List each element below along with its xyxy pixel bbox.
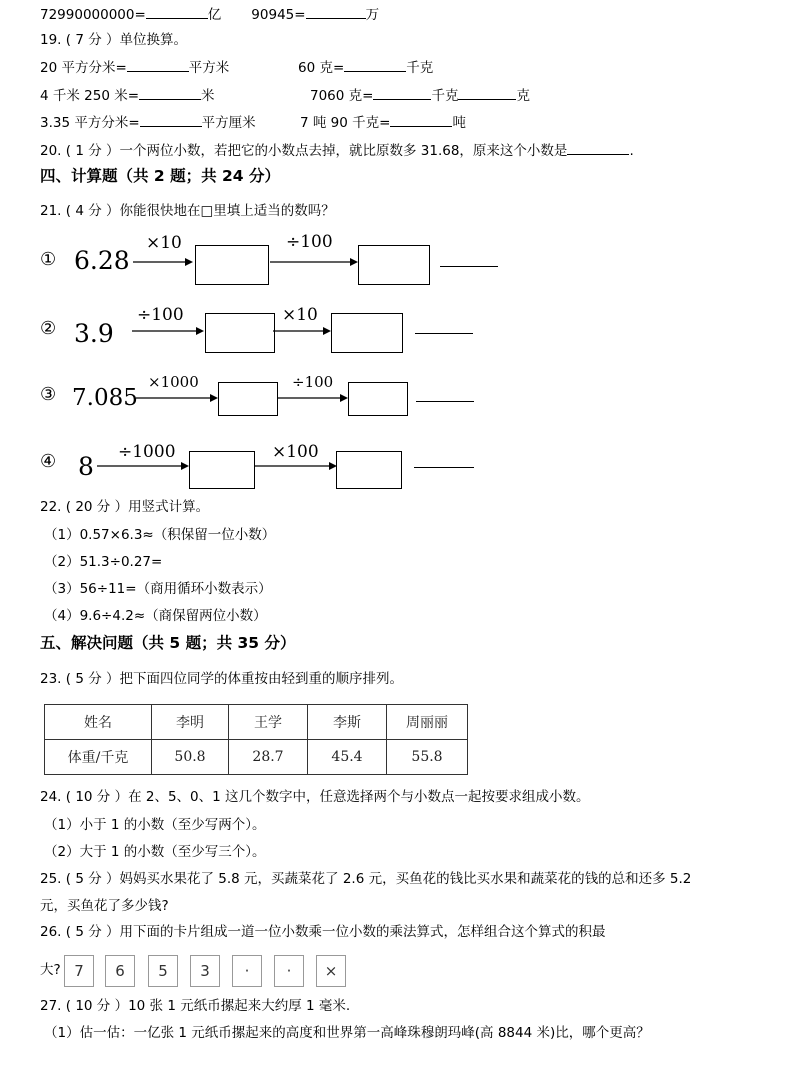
answer-line[interactable] <box>414 467 474 468</box>
answer-blank[interactable] <box>567 140 629 155</box>
q25-line-2: 元，买鱼花了多少钱? <box>40 898 169 914</box>
q20-question <box>40 140 634 161</box>
text: 20 平方分米= <box>40 60 127 76</box>
arrow-icon <box>97 461 189 471</box>
text: 克 <box>516 88 530 104</box>
q19-row-2b <box>310 85 530 106</box>
answer-line[interactable] <box>416 401 474 402</box>
text: 亿 <box>207 7 222 23</box>
text: 吨 <box>452 115 466 131</box>
table-cell: 28.7 <box>229 740 308 775</box>
q19-row-3b <box>300 112 466 133</box>
number-card: 3 <box>190 955 220 987</box>
row-marker: ④ <box>40 451 57 472</box>
q26-line-2: 大? <box>40 962 61 978</box>
text: 千克 <box>406 60 434 76</box>
section-heading-4: 四、计算题（共 2 题；共 24 分） <box>40 167 280 185</box>
answer-line[interactable] <box>440 266 498 267</box>
q19-row-1b <box>298 57 433 78</box>
text: 3.35 平方分米= <box>40 115 140 131</box>
table-row <box>45 740 468 775</box>
text: 60 克= <box>298 60 345 76</box>
q22-item-3: （3）56÷11=（商用循环小数表示） <box>44 581 272 597</box>
text: 72990000000= <box>40 7 146 23</box>
answer-box[interactable] <box>205 313 275 353</box>
table-row <box>45 705 468 740</box>
text: 7 吨 90 千克= <box>300 115 391 131</box>
arrow-icon <box>270 257 358 267</box>
answer-box[interactable] <box>336 451 402 489</box>
q25-line-1: 25. ( 5 分 ）妈妈买水果花了 5.8 元，买蔬菜花了 2.6 元，买鱼花的钱比买水果和蔬菜花的钱的总和还多 5.2 <box>40 871 692 887</box>
answer-box[interactable] <box>218 382 278 416</box>
answer-box[interactable] <box>348 382 408 416</box>
q22-item-4: （4）9.6÷4.2≈（商保留两位小数） <box>44 608 267 624</box>
answer-box[interactable] <box>189 451 255 489</box>
q24-item-2: （2）大于 1 的小数（至少写三个）。 <box>44 844 266 860</box>
answer-blank[interactable] <box>390 112 452 127</box>
operation-label: ÷100 <box>137 305 184 325</box>
weight-table <box>44 704 468 775</box>
table-cell: 王学 <box>229 705 308 740</box>
decimal-point-card: · <box>274 955 304 987</box>
answer-blank[interactable] <box>139 85 201 100</box>
arrow-icon <box>255 461 337 471</box>
start-number: 8 <box>78 452 94 481</box>
arrow-icon <box>132 326 204 336</box>
text: 90945= <box>251 7 306 23</box>
operation-label: ×100 <box>272 442 319 462</box>
arrow-icon <box>278 393 348 403</box>
operation-label: ×1000 <box>148 373 199 391</box>
q22-item-1: （1）0.57×6.3≈（积保留一位小数） <box>44 527 276 543</box>
q27-item-1: （1）估一估：一亿张 1 元纸币摞起来的高度和世界第一高峰珠穆朗玛峰(高 8844 米)比，哪个更高？ <box>44 1025 650 1041</box>
start-number: 3.9 <box>74 319 114 348</box>
operation-label: ×10 <box>282 305 318 325</box>
answer-line[interactable] <box>415 333 473 334</box>
table-cell: 50.8 <box>152 740 229 775</box>
q24-heading: 24. ( 10 分 ）在 2、5、0、1 这几个数字中，任意选择两个与小数点一起按要求组成小数。 <box>40 789 590 805</box>
answer-blank[interactable] <box>146 4 208 19</box>
q22-heading: 22. ( 20 分 ）用竖式计算。 <box>40 499 210 515</box>
text: 米 <box>201 88 215 104</box>
answer-box[interactable] <box>331 313 403 353</box>
number-card: 6 <box>105 955 135 987</box>
q19-row-1 <box>40 57 229 78</box>
operation-label: ÷100 <box>292 373 334 391</box>
text: 万 <box>365 7 380 23</box>
text: . <box>629 143 634 159</box>
text: 4 千米 250 米= <box>40 88 140 104</box>
text: 20. ( 1 分 ）一个两位小数，若把它的小数点去掉，就比原数多 31.68，原来这个小数是 <box>40 143 568 159</box>
number-card: 5 <box>148 955 178 987</box>
answer-blank[interactable] <box>458 85 516 100</box>
answer-blank[interactable] <box>373 85 431 100</box>
conversion-line-top <box>40 4 379 25</box>
q22-item-2: （2）51.3÷0.27= <box>44 554 163 570</box>
text: 千克 <box>431 88 459 104</box>
q24-item-1: （1）小于 1 的小数（至少写两个）。 <box>44 817 266 833</box>
start-number: 6.28 <box>74 246 130 275</box>
start-number: 7.085 <box>72 385 138 411</box>
row-marker: ③ <box>40 384 57 405</box>
text: 7060 克= <box>310 88 374 104</box>
q19-heading: 19. ( 7 分 ）单位换算。 <box>40 32 187 48</box>
table-cell: 45.4 <box>308 740 387 775</box>
answer-blank[interactable] <box>127 57 189 72</box>
arrow-icon <box>273 326 331 336</box>
answer-blank[interactable] <box>344 57 406 72</box>
row-marker: ① <box>40 249 57 270</box>
q19-row-2 <box>40 85 215 106</box>
q21-heading: 21. ( 4 分 ）你能很快地在□里填上适当的数吗？ <box>40 203 335 219</box>
q19-row-3 <box>40 112 256 133</box>
table-cell: 李明 <box>152 705 229 740</box>
arrow-icon <box>133 257 193 267</box>
text: 平方厘米 <box>201 115 256 131</box>
answer-box[interactable] <box>195 245 269 285</box>
operation-label: ÷100 <box>286 232 333 252</box>
table-cell: 55.8 <box>387 740 468 775</box>
table-cell: 李斯 <box>308 705 387 740</box>
answer-box[interactable] <box>358 245 430 285</box>
section-heading-5: 五、解决问题（共 5 题；共 35 分） <box>40 634 296 652</box>
q26-line-1: 26. ( 5 分 ）用下面的卡片组成一道一位小数乘一位小数的乘法算式，怎样组合这个算式的积最 <box>40 924 606 940</box>
row-marker: ② <box>40 318 57 339</box>
q27-heading: 27. ( 10 分 ）10 张 1 元纸币摞起来大约厚 1 毫米. <box>40 998 351 1014</box>
operation-label: ÷1000 <box>118 442 176 462</box>
table-cell: 姓名 <box>45 705 152 740</box>
table-cell: 体重/千克 <box>45 740 152 775</box>
multiply-card: × <box>316 955 346 987</box>
number-card: 7 <box>64 955 94 987</box>
answer-blank[interactable] <box>140 112 202 127</box>
table-cell: 周丽丽 <box>387 705 468 740</box>
answer-blank[interactable] <box>306 4 366 19</box>
operation-label: ×10 <box>146 233 182 253</box>
q23-heading: 23. ( 5 分 ）把下面四位同学的体重按由轻到重的顺序排列。 <box>40 671 403 687</box>
text: 平方米 <box>188 60 230 76</box>
arrow-icon <box>136 393 218 403</box>
decimal-point-card: · <box>232 955 262 987</box>
